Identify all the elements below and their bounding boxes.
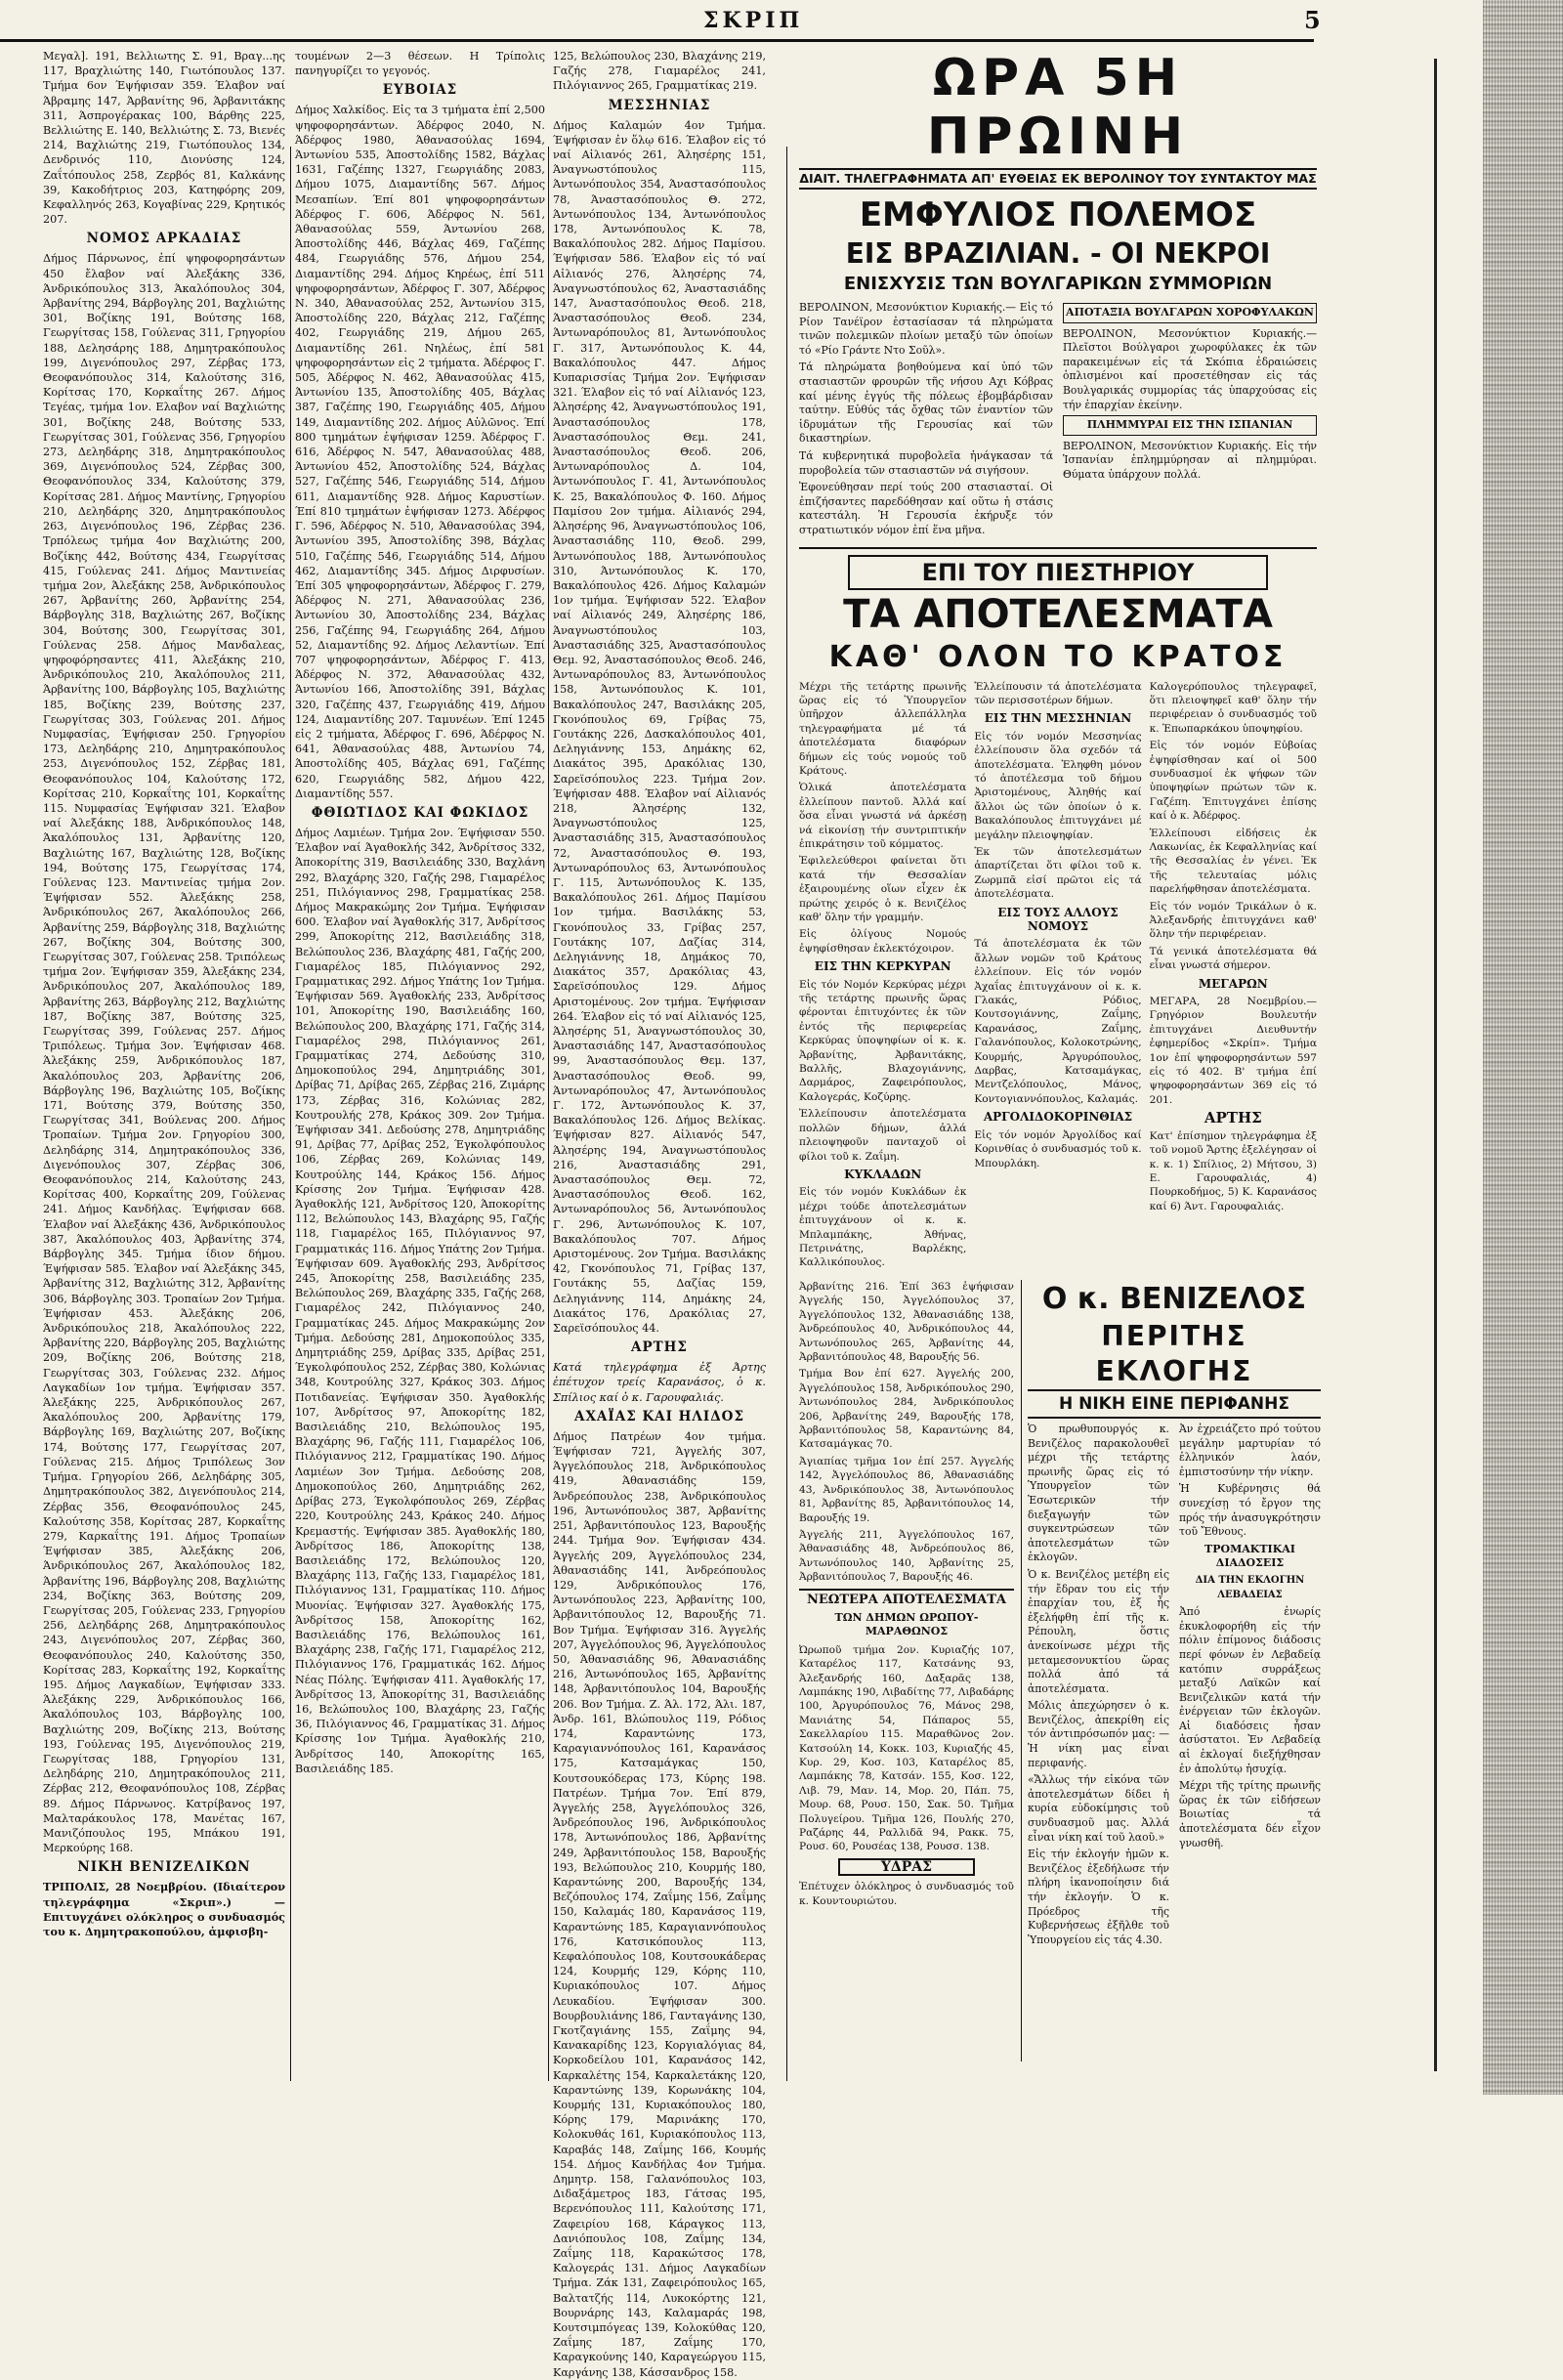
brazil-p1: ΒΕΡΟΛΙΝΟΝ, Μεσονύκτιον Κυριακής.— Εἰς τό Ρίον Τανέϊρον ἐστασίασαν τά πληρώματα τινῶν πολεμικῶν πλοίων μεταξύ τῶν ὁποίων τό «Ρίο Γράντε Ντο Σοῦλ». — [799, 301, 1053, 357]
venizelos-p3: Μόλις ἀπεχώρησεν ὁ κ. Βενιζέλος, ἀπεκρίθη εἰς τόν ἀντιπρόσωπόν μας: — Ἡ νίκη μας εἶναι περιφανής. — [1028, 1699, 1169, 1769]
venizelos-q3: Ἀπό ἐνωρίς ἐκυκλοφορήθη εἰς τήν πόλιν ἐπίμονος διάδοσις περί φόνων ἐν Λεβαδείᾳ κατόπιν συρράξεως μεταξύ Λαϊκῶν καί Βενιζελικῶν κατά τήν ἐνέργειαν τῶν ἐκλογῶν. Αἱ διαδόσεις ἦσαν ἀσύστατοι. Ἐν Λεβαδείᾳ αἱ ἐκλογαί διεξήχθησαν ἐν ἀπολύτῳ ἡσυχίᾳ. — [1179, 1605, 1321, 1775]
venizelos-story — [1028, 1280, 1321, 1950]
column-2 — [295, 49, 545, 2091]
venizelos-q1: Ἀν ἐχρειάζετο πρό τούτου μεγάλην μαρτυρίαν τό ἐλληνικόν λαόν, ἐμπιστοσύνην τήν νίκην. — [1179, 1423, 1321, 1478]
spain-box-heading: ΠΛΗΜΜΥΡΑΙ ΕΙΣ ΤΗΝ ΙΣΠΑΝΙΑΝ — [1063, 415, 1317, 436]
scan-edge-strip — [1483, 0, 1563, 2095]
results-a5: Εἰς τόν Νομόν Κερκύρας μέχρι τῆς τετάρτης πρωινῆς ὥρας φέρονται ἐπιτυχόντες ἐκ τῶν ἐντός τῆς περιφερείας Κερκύρας ὑποψηφίων οἱ κ. κ. Ἀρβανίτης, Ἀρβανιτάκης, Βαλλῆς, Βλαχογιάννης, Δαρμάρος, Ζαφειρόπουλος, Καλογεράς, Κοζύρης. — [799, 978, 967, 1103]
subheading-levadeia: ΔΙΑ ΤΗΝ ΕΚΛΟΓΗΝ ΛΕΒΑΔΕΙΑΣ — [1195, 1574, 1305, 1600]
headline-civil-war: ΕΜΦΥΛΙΟΣ ΠΟΛΕΜΟΣ — [859, 195, 1257, 234]
results-b4: Τά ἀποτελέσματα ἐκ τῶν ἄλλων νομῶν τοῦ Κράτους ἐλλείπουν. Εἰς τόν νομόν Ἀχαΐας ἐπιτυγχάνουν οἱ κ. κ. Γλακάς, Ρόδιος, Κουτσογιάννης, Ζαΐμης, Καρανάσος, Ζαΐμης, Γαλανόπουλος, Κολοκοτρώνης, Κουρμής, Ἀργυρόπουλος, Δαρβας, Κατσαμάγκας, Μεντζελόπουλος, Μάνος, Κοντογιαννόπουλος, Καλαμάς. — [974, 938, 1142, 1105]
col1-text: Δήμος Πάρνωνος, ἐπί ψηφοφορησάντων 450 ἔλαβον ναί Άλεξάκης 336, Άνδρικόπουλος 313, Άκαλόπουλος 304, Άρβανίτης 294, Βάρβογλης 201, Βαχλιώτης 301, Βοζίκης 191, Βούτσης 168, Γεωργίτσας 158, Γούλενας 311, Γρηγορίου 188, Δελησάρης 188, Δημητρακόπουλος 199, Διγενόπουλος 297, Ζέρβας 173, Θεοφανόπουλος 314, Καλούτσης 316, Κορίτσας 170, Κορκαΐτης 267. Δήμος Τεγέας, τμήμα 1ον. Ελαβον ναί Βαχλιώτης 301, Βοζίκης 248, Βούτσης 533, Γεωργίτσας 301, Γούλενας 356, Γρηγορίου 273, Δεληδάρης 318, Δημητρακόπουλος 369, Διγενόπουλος 524, Ζέρβας 300, Θεοφανόπουλος 334, Καλούτσης 379, Κορίτσας 281. Δήμος Μαντίνης, Γρηγορίου 210, Δεληδάρης 320, Δημητρακόπουλος 263, Διγενόπουλος 196, Ζέρβας 236. Τρπόλεως τμήμα 4ον Βαχλιώτης 200, Βοζίκης 442, Βούτσης 434, Γεωργίτσας 415, Γούλενας 241. Δήμος Μαντινείας τμήμα 2ον, Άλεξάκης 258, Άνδρικόπουλος 267, Άρβανίτης 260, Άρβανίτης 254, Βάρβογλης 318, Βαχλιώτης 267, Βοζίκης 304, Βούτσης 300, Γεωργίτσας 301, Γούλενας 258. Δήμος Μανδαλεας, ψηφοφόρησαντες 411, Άλεξάκης 210, Άνδρικόπουλος 210, Άκαλόπουλος 211, Άρβανίτης 100, Βάρβογλης 105, Βαχλιώτης 185, Βοζίκης 239, Βούτσης 237, Γεωργίτσας 303, Γούλενας 201. Δήμος Νυμφασίας, Έψήφισαν 250. Γρηγορίου 173, Δεληδάρης 210, Δημητρακόπουλος 253, Διγενόπουλος 152, Ζέρβας 181, Θεοφανόπουλος 104, Καλούτσης 172, Κορίτσας 210, Κορκαΐτης 101, Κορκαΐτης 115. Νυμφασίας Έψήφισαν 321. Έλαβον ναί Άλεξάκης 188, Άνδρικόπουλος 148, Άκαλόπουλος 131, Άρβανίτης 120, Βαχλιώτης 167, Βαχλιώτης 128, Βοζίκης 194, Βούτσης 175, Γεωργίτσας 174, Γούλενας 123. Μαντινείας τμήμα 2ον. Έψήφισαν 552. Άλεξάκης 258, Άνδρικόπουλος 267, Άκαλόπουλος 266, Άρβανίτης 259, Βάρβογλης 318, Βαχλιώτης 267, Βοζίκης 304, Βούτσης 300, Γεωργίτσας 307, Γούλενας 258. Τριπόλεως τμήμα 2ον. Έψήφισαν 359, Άλεξάκης 234, Άνδρικόπουλος 207, Άκαλόπουλος 189, Άρβανίτης 263, Βάρβογλης 212, Βαχλιώτης 187, Βοζίκης 387, Βούτσης 325, Γεωργίτσας 399, Γούλενας 257. Δήμος Τριπόλεως. Τμήμα 3ον. Έψήφισαν 468. Άλεξάκης 259, Άνδρικόπουλος 187, Άκαλόπουλος 203, Άρβανίτης 206, Βάρβογλης 196, Βαχλιώτης 105, Βοζίκης 171, Βούτσης 379, Βούτσης 350, Γεωργίτσας 341, Βούλενας 200. Δήμος Τροπαίων. Τμήμα 2ον. Γρηγορίου 300, Δεληδάρης 314, Δημητρακόπουλος 336, Διγενόπουλος 307, Ζέρβας 306, Θεοφανόπουλος 214, Καλούτσης 243, Κορίτσας 400, Κορκαΐτης 209, Γούλενας 241. Δήμος Κανδήλας. Έψήφισαν 668. Έλαβον ναί Άλεξάκης 436, Άνδρικόπουλος 387, Άκαλόπουλος 403, Άρβανίτης 374, Βάρβογλης 345. Τμήμα ίδιον δήμου. Έψήφισαν 585. Έλαβον ναί Άλεξάκης 345, Άρβανίτης 312, Βαχλιώτης 312, Άρβανίτης 306, Βάρβογλης 303. Τροπαίων 2ον Τμήμα. Έψήφισαν 453. Άλεξάκης 206, Άνδρικόπουλος 218, Άκαλόπουλος 222, Άρβανίτης 220, Βάρβογλης 205, Βαχλιώτης 209, Βοζίκης 206, Βούτσης 218, Γεωργίτσας 303, Γούλενας 232. Δήμος Λαγκαδίων 1ον τμήμα. Έψήφισαν 357. Άλεξάκης 225, Άνδρικόπουλος 267, Άκαλόπουλος 200, Άρβανίτης 179, Βάρβογλης 169, Βαχλιώτης 207, Βοζίκης 174, Βούτσης 177, Γεωργίτσας 207, Γούλενας 215. Δήμος Τριπόλεως 3ον Τμήμα. Γρηγορίου 266, Δεληδάρης 305, Δημητρακόπουλος 382, Διγενόπουλος 214, Ζέρβας 356, Θεοφανόπουλος 245, Καλούτσης 358, Κορίτσας 287, Κορκαΐτης 279, Καρκαΐτης 191. Δήμος Τροπαίων Έψήφισαν 385, Άλεξάκης 206, Άνδρικόπουλος 267, Άκαλόπουλος 182, Άρβανίτης 196, Βάρβογλης 208, Βαχλιώτης 234, Βοζίκης 363, Βούτσης 209, Γεωργίτσας 205, Γούλενας 233, Γρηγορίου 256, Δεληδάρης 268, Δημητρακόπουλος 243, Διγενόπουλος 207, Ζέρβας 360, Θεοφανόπουλος 240, Καλούτσης 350, Κορίτσας 283, Κορκαΐτης 192, Κορκαΐτης 195. Δήμος Λαγκαδίων, Έψήφισαν 333. Άλεξάκης 229, Άνδρικόπουλος 166, Άκαλόπουλος 103, Βάρβογλης 100, Βαχλιώτης 209, Βοζίκης 213, Βούτσης 193, Γούλενας 195, Διγενόπουλος 219, Γεωργίτσας 188, Γρηγορίου 131, Δεληδάρης 210, Δημητρακόπουλος 211, Ζέρβας 212, Θεοφανόπουλος 108, Ζέρβας 89. Δήμος Πάρνωνος. Κατρίβανος 197, Μαλταράκουλος 178, Μανέτας 167, Μανιζόπουλος 195, Μπάκου 191, Μερκούρης 168. — [43, 252, 285, 1855]
page-number: 5 — [1304, 6, 1321, 34]
column-rule — [548, 147, 549, 2081]
page-fold-shadow — [1434, 59, 1437, 2071]
col1-lead: Μεγαλ]. 191, Βελλιωτης Σ. 91, Βραγ...ης 117, Βραχλιώτης 140, Γιωτόπουλος 137. Τμήμα 6ον Έψήφισαν 359. Έλαβον ναί Άβραμης 147, Άρβανίτης 96, Άρβανιτάκης 311, Άσπρογέρακας 100, Βάρθης 225, Βελλιώτης Ε. 140, Βελλιώτης Σ. 73, Βιενές 214, Βαχλιώτης 219, Γιωτόπουλος 134, Δενδρινός 110, Διονύσης 124, Ζαΐτόπουλος 258, Ζερβός 81, Καλκάνης 39, Κακοδήτριος 203, Κατηφόρης 209, Κεφαλληνός 263, Κογαβίνας 229, Κρητικός 207. — [43, 50, 285, 227]
heading-argolis: ΑΡΓΟΛΙΔΟΚΟΡΙΝΘΙΑΣ — [983, 1110, 1133, 1125]
brazil-p2: Τά πληρώματα βοηθούμενα καί ὑπό τῶν στασιαστῶν φρουρῶν τῆς νήσου Αχι Κόβρας καί μένης ἐγγύς τῆς πόλεως ἐβομβάρδισαν ταύτην. Εὐθύς τάς ὄχθας τῶν ἐναντίον τῶν ἱδρυμάτων τῆς Γερουσίας καί τῶν δικαστηρίων. — [799, 361, 1053, 446]
results-a7: Εἰς τόν νομόν Κυκλάδων ἐκ μέχρι τούδε ἀποτελεσμάτων ἐπιτυγχάνουν οἱ κ. κ. Μπλαμπάκης, Ἀθήνας, Πετρινάτης, Βαρλέκης, Καλλικόπουλος. — [799, 1186, 967, 1269]
results-c2: Εἰς τόν νομόν Εὐβοίας ἐψηφίσθησαν καί οἱ 500 συνδυασμοί ἐκ ψήφων τῶν ὑποψηφίων πρώτων τῶν κ. Γαζέπη. Ἐπιτυγχάνει ἐπίσης καί ὁ κ. Ἀδέρφος. — [1149, 740, 1317, 823]
col2-heading-evoia: ΕΥΒΟΙΑΣ — [382, 82, 458, 99]
headline-whole-state: ΚΑΘ' ΟΛΟΝ ΤΟ ΚΡΑΤΟΣ — [828, 639, 1288, 674]
col3-italic: Κατά τηλεγράφημα ἐξ Άρτης ἐπέτυχον τρείς Καρανάσος, ὁ κ. Σπίλιος καί ὁ κ. Γαρουφαλιάς. — [553, 1361, 766, 1404]
results-c5: Τά γενικά ἀποτελέσματα θά εἶναι γνωστά σήμερον. — [1149, 945, 1317, 972]
mid-p5: Ὠρωποῦ τμήμα 2ον. Κυριαζής 107, Καταρέλος 117, Κατσάνης 93, Ἀλεξανδρής 160, Δαξαρᾶς 138, Λαμπάκης 190, Λιβαδίτης 77, Λιβαδάρης 100, Ἀργυρόπουλος 76, Μάνος 298, Μανιάτης 54, Πάπαρος 55, Σακελλαρίου 115. Μαραθῶνος 2ον. Κατσούλη 14, Κοκκ. 103, Κυριαζής 45, Κυρ. 29, Κοσ. 103, Καταρέλος 85, Λαμπάκης 78, Κατσάν. 155, Κοσ. 122, Λιβ. 79, Μαν. 14, Μορ. 20, Πάπ. 75, Μουρ. 68, Ρουσ. 150, Σακ. 50. Τμῆμα Πολυγείρου. Τμῆμα 126, Πουλής 270, Ραζάρης 44, Ραλλιδᾶ 94, Ρακκ. 75, Ρουσ. 60, Ρουσέας 138, Ρουσσ. 138. — [799, 1643, 1014, 1853]
results-a1: Μέχρι τῆς τετάρτης πρωινῆς ὥρας εἰς τό Ὑπουργεῖον ὑπῆρχον ἀλλεπάλληλα τηλεγραφήματα μέ τά ἀποτελέσματα διαφόρων δήμων εἰς τούς νομούς τοῦ Κράτους. — [799, 680, 967, 777]
col2-text2: Δήμος Λαμιέων. Τμήμα 2ον. Έψήφισαν 550. Έλαβον ναί Άγαθοκλής 342, Άνδρίτσος 332, Άποκορίτης 319, Βασιλειάδης 330, Βαχλάνη 292, Βλαχάρης 320, Γαζής 298, Γιαμαρέλος 251, Πιλόγιαννος 298, Γραμματίκας 258. Δήμος Μακρακώμης 2ον Τμήμα. Έψήφισαν 600. Έλαβον ναί Άγαθοκλής 317, Άνδρίτσος 299, Άποκορίτης 212, Βασιλειάδης 318, Βελώπουλος 236, Βλαχάρης 481, Γαζής 200, Γιαμαρέλος 185, Πιλόγιαννος 292, Γραμματικας 292. Δήμος Υπάτης 1ον Τμήμα. Έψήφισαν 569. Άγαθοκλής 233, Άνδρίτσος 101, Άποκορίτης 190, Βασιλειάδης 160, Βελώπουλος 200, Βλαχάρης 171, Γαζής 314, Γιαμαρέλος 298, Πιλόγιαννος 261, Γραμματίκας 274, Δεδούσης 310, Δημοκοπούλος 294, Δημητριάδης 301, Δρίβας 71, Δρίβας 265, Ζέρβας 216, Ζιμάρης 173, Ζέρβας 316, Κολώνιας 282, Κουτρουλής 278, Κράκος 309. 2ον Τμήμα. Έψήφισαν 341. Δεδούσης 278, Δημητριάδης 91, Δρίβας 77, Δρίβας 252, Έγκολφόπουλος 106, Ζέρβας 269, Κολώνιας 149, Κουτρούλης 144, Κράκος 156. Δήμος Κρίσσης 2ον Τμήμα. Έψήφισαν 428. Άγαθοκλής 121, Άνδρίτσος 120, Άποκορίτης 112, Βελώπουλος 143, Βλαχάρης 95, Γαζής 118, Γιαμαρέλος 165, Πιλόγιαννος 97, Γραμματικάς 116. Δήμος Υπάτης 2ον Τμήμα. Έψήφισαν 609. Άγαθοκλής 293, Άνδρίτσος 245, Άποκορίτης 258, Βασιλειάδης 235, Βελώπουλος 269, Βλαχάρης 335, Γαζής 268, Γιαμαρέλος 242, Πιλόγιαννος 240, Γραμματίκας 245. Δήμος Μακρακώμης 2ον Τμήμα. Δεδούσης 281, Δημοκοπούλος 335, Δημητριάδης 259, Δρίβας 335, Δρίβας 251, Έγκολφόπουλος 252, Ζέρβας 380, Κολώνιας 348, Κουτρούλης 327, Κράκος 303. Δήμος Ποτιδανείας. Έψήφισαν 350. Άγαθοκλής 107, Άνδρίτσος 97, Άποκορίτης 182, Βασιλειάδης 210, Βελώπουλος 195, Βλαχάρης 96, Γαζής 111, Γιαμαρέλος 106, Πιλόγιαννος 212, Γραμματίκας 190. Δήμος Λαμιέων 3ον Τμήμα. Δεδούσης 208, Δημοκοπούλος 260, Δημητριάδης 262, Δρίβας 273, Έγκολφόπουλος 269, Ζέρβας 220, Κουτρούλης 243, Κράκος 240. Δήμος Κρεμαστής. Έψήφισαν 385. Άγαθοκλής 180, Άνδρίτσος 186, Άποκορίτης 138, Βασιλειάδης 172, Βελώπουλος 120, Βλαχάρης 113, Γαζής 133, Γιαμαρέλος 181, Πιλόγιαννος 131, Γραμματίκας 110. Δήμος Μυονίας. Έψήφισαν 327. Άγαθοκλής 175, Άνδρίτσος 158, Άποκορίτης 162, Βασιλειάδης 176, Βελώπουλος 161, Βλαχάρης 238, Γαζής 171, Γιαμαρέλος 212, Πιλόγιαννος 176, Γραμματικάς 162. Δήμος Νέας Πόλης. Έψήφισαν 411. Άγαθοκλής 17, Άνδρίτσος 13, Άποκορίτης 31, Βασιλειάδης 16, Βελώπουλος 100, Βλαχάρης 23, Γαζής 36, Πιλόγιαννος 46, Γραμματίκας 31. Δήμος Κρίσσης 1ον Τμήμα. Άγαθοκλής 210, Άνδρίτσος 140, Άποκορίτης 165, Βασιλειάδης 185. — [295, 826, 545, 1775]
results-c1: Καλογερόπουλος τηλεγραφεῖ, ὅτι πλειοψηφεῖ καθ' ὅλην τήν περιφέρειαν ὁ συνδυασμός τοῦ κ. Ἐπωπαρκάκου ὑποψηφίου. — [1149, 680, 1317, 735]
bulgar-p1: ΒΕΡΟΛΙΝΟΝ, Μεσονύκτιον Κυριακής.— Πλεῖστοι Βούλγαροι χωροφύλακες ἐκ τῶν παρακειμένων εἰς τά Σκόπια ἐδραιώσεις ὁπλισμένοι καί προσετέθησαν εἰς τάς Βουλγαρικάς συμμορίας τάς ὑπαρχούσας εἰς τήν ἐπαρχίαν ἐκείνην. — [1063, 326, 1317, 411]
results-b3: Ἐκ τῶν ἀποτελεσμάτων ἀπαρτίζεται ὅτι φίλοι τοῦ κ. Ζωρμπᾶ εἰσί πρῶτοι εἰς τά ἀποτελέσματα. — [974, 845, 1142, 901]
results-a2: Ὁλικά ἀποτελέσματα ἐλλείπουν παντοῦ. Ἀλλά καί ὅσα εἶναι γνωστά νά ἀρκέσῃ νά εἰκονίσῃ τήν συντριπτικήν ἐπικράτησιν τοῦ κόμματος. — [799, 782, 967, 850]
column-rule — [290, 147, 291, 2081]
venizelos-q2: Ἡ Κυβέρνησις θά συνεχίσῃ τό ἔργον της πρός τήν ἀνασυγκρότησιν τοῦ Ἔθνους. — [1179, 1482, 1321, 1539]
results-col-c — [1150, 680, 1317, 1270]
masthead-rule — [0, 39, 1314, 42]
mid-p6: Ἐπέτυχεν ὁλόκληρος ὁ συνδυασμός τοῦ κ. Κουντουριώτου. — [799, 1881, 1014, 1907]
col3-text: Δήμος Καλαμών 4ον Τμήμα. Έψήφισαν ἐν ὅλῳ 616. Έλαβον εἰς τό ναί Αἰλιανός 261, Άλησέρης 151, Άναγνωστόπουλος 115, Άντωνόπουλος 354, Άναστασόπουλος 78, Άναστασόπουλος Θ. 272, Άντωνόπουλος 134, Άντωνόπουλος 178, Άντωνόπουλος Κ. 78, Βακαλόπουλος 282. Δήμος Παμίσου. Έψήφισαν 586. Έλαβον εἰς τό ναί Αἰλιανός 276, Άλησέρης 74, Άναγνωστόπουλος 62, Άναστασιάδης 147, Άναστασόπουλος Θεοδ. 218, Άναστασόπουλος Θεοδ. 234, Άντωναρόπουλος 81, Άντωνόπουλος Γ. 317, Άντωνόπουλος Κ. 44, Βακαλόπουλος 447. Δήμος Κυπαρισσίας Τμήμα 2ον. Έψήφισαν 321. Έλαβον εἰς τό ναί Αἰλιανός 123, Άλησέρης 42, Άναγνωστόπουλος 191, Άναστασόπουλος 178, Άναστασόπουλος Θεμ. 241, Άναστασόπουλος Θεοδ. 206, Άντωναρόπουλος Δ. 104, Άντωνόπουλος Γ. 41, Άντωνόπουλος Κ. 25, Βακαλόπουλος Φ. 160. Δήμος Παμίσου 2ον τμήμα. Αἰλιανός 294, Άλησέρης 96, Άναγνωστόπουλος 106, Άναστασιάδης 110, Θεοδ. 299, Άντωνόπουλος 188, Άντωνόπουλος 310, Άντωνόπουλος Κ. 170, Βακαλόπουλος 426. Δήμος Καλαμών 1ον τμήμα. Έψήφισαν 522. Έλαβον ναί Αἰλιανός 249, Άλησέρης 186, Άναγνωστόπουλος 103, Άναστασιάδης 325, Άναστασόπουλος Θεμ. 92, Άναστασόπουλος Θεοδ. 246, Άντωναρόπουλος 83, Άντωνόπουλος 158, Άντωνόπουλος Κ. 101, Βακαλόπουλος 247, Βασιλάκης 205, Γκονόπουλος 69, Γρίβας 75, Γουτάκης 226, Δασκαλόπουλος 401, Δεληγιάννης 153, Δημάκης 62, Διακάτος 395, Δρακόλιας 130, Σαρεϊσόπουλος 223. Τμήμα 2ον. Έψήφισαν 488. Έλαβον ναί Αἰλιανός 218, Άλησέρης 132, Άναγνωστόπουλος 125, Άναστασιάδης 315, Άναστασόπουλος 72, Άναστασόπουλος Θ. 193, Άντωναρόπουλος 63, Άντωνόπουλος Γ. 115, Άντωνόπουλος Κ. 135, Βακαλόπουλος 261. Δήμος Παμίσου 1ον τμήμα. Βασιλάκης 53, Γκονόπουλος 33, Γρίβας 257, Γουτάκης 107, Δαζίας 314, Δεληγιάννης 18, Δημάκος 70, Διακάτος 357, Δρακόλιας 43, Σαρεϊσόπουλος 129. Δήμος Αριστομένους. 2ον τμήμα. Έψήφισαν 264. Έλαβον εἰς τό ναί Αἰλιανός 125, Άλησέρης 51, Άναγνωστόπουλος 30, Άναστασιάδης 147, Άναστασόπουλος 99, Άναστασόπουλος Θεμ. 137, Άναστασόπουλος Θεοδ. 99, Άντωναρόπουλος 47, Άντωνόπουλος Γ. 172, Άντωνόπουλος Κ. 37, Βακαλόπουλος 126. Δήμος Βελίκας. Έψήφισαν 827. Αἰλιανός 547, Άλησέρης 194, Άναγνωστόπουλος 216, Άναστασιάδης 291, Άναστασόπουλος Θεμ. 72, Άναστασόπουλος Θεοδ. 162, Άντωναρόπουλος 56, Άντωνόπουλος Γ. 296, Άντωνόπουλος Κ. 107, Βακαλόπουλος 707. Δήμος Αριστομένους. 2ον Τμήμα. Βασιλάκης 42, Γκονόπουλος 71, Γρίβας 137, Γουτάκης 55, Δαζίας 159, Δεληγιάννης 114, Δημάκης 24, Διακάτος 176, Δρακόλιας 27, Σαρεϊσόπουλος 44. — [553, 118, 766, 1336]
headline-election: ΠΕΡΙΤΗΣ ΕΚΛΟΓΗΣ — [1095, 1320, 1253, 1387]
headline-press: ΕΠΙ ΤΟΥ ΠΙΕΣΤΗΡΙΟΥ — [848, 555, 1268, 590]
heading-hydra: ΥΔΡΑΣ — [838, 1858, 975, 1876]
results-c3: Ἐλλείπουσι εἰδήσεις ἐκ Λακωνίας, ἐκ Κεφαλληνίας καί τῆς Θεσσαλίας ἐν γένει. Ἐκ τῆς τελευταίας μόλις παρελήφθησαν ἀποτελέσματα. — [1149, 827, 1317, 896]
results-c6: ΜΕΓΑΡΑ, 28 Νοεμβρίου.—Γρηγόριον Βουλευτήν ἐπιτυγχάνει Διευθυντήν ἐφημερίδος «Σκρίπ». Τμήμα 1ον ἐπί ψηφοφορησάντων 597 εἰς τό 402. Β' τμήμα ἐπί ψηφοφορησάντων 369 εἰς τό 201. — [1149, 996, 1317, 1106]
brazil-bulgar-columns — [799, 301, 1317, 541]
col2-heading-fthiotis: ΦΘΙΩΤΙΔΟΣ ΚΑΙ ΦΩΚΙΔΟΣ — [311, 804, 529, 821]
column-rule — [786, 147, 787, 2081]
mid-p4: Ἀγγελής 211, Ἀγγελόπουλος 167, Ἀθανασιάδης 48, Ἀνδρεόπουλος 86, Ἀντωνόπουλος 140, Ἀρβανίτης 25, Ἀρβανιτόπουλος 7, Βαρουξής 46. — [799, 1528, 1014, 1584]
column-1 — [43, 49, 285, 2091]
heading-rumours: ΤΡΟΜΑΚΤΙΚΑΙ ΔΙΑΔΟΣΕΙΣ — [1204, 1542, 1295, 1570]
venizelos-col-b — [1179, 1423, 1321, 1950]
brazil-p4: Ἐφονεύθησαν περί τούς 200 στασιασταί. Οἱ ἐπιζήσαντες παρεδόθησαν καί οὕτω ἡ στάσις κατεστάλη. Ἡ Γερουσία ἐκήρυξε τόν στρατιωτικόν νόμον ἐπί ἕνα μῆνα. — [799, 481, 1053, 536]
column-rule — [1021, 1280, 1022, 2061]
column-3 — [553, 49, 766, 2379]
heading-other: ΕΙΣ ΤΟΥΣ ΑΛΛΟΥΣ ΝΟΜΟΥΣ — [997, 905, 1119, 933]
spain-p: ΒΕΡΟΛΙΝΟΝ, Μεσονύκτιον Κυριακής. Εἰς τήν Ἱσπανίαν ἐπλημμύρησαν αἱ πλημμύραι. Θύματα ὑπάρχουν πολλά. — [1063, 439, 1317, 481]
results-c4: Εἰς τόν νομόν Τρικάλων ὁ κ. Ἀλεξανδρής ἐπιτυγχάνει καθ' ὅλην τήν περιφέρειαν. — [1149, 900, 1317, 941]
heading-arta-right: ΑΡΤΗΣ — [1204, 1109, 1262, 1127]
heading-megara: ΜΕΓΑΡΩΝ — [1198, 976, 1268, 991]
results-a3: Ἐφιλελεύθεροι φαίνεται ὅτι κατά τήν Θεσσαλίαν ἐξαιρουμένης οἵων εἶχεν ἐκ πρώτης χειρός ὁ κ. Βενιζέλος καθ' ὅλην τήν γραμμήν. — [799, 855, 967, 923]
headline-venizelos: Ο κ. ΒΕΝΙΖΕΛΟΣ — [1041, 1282, 1307, 1316]
heading-new-results: ΝΕΩΤΕΡΑ ΑΠΟΤΕΛΕΣΜΑΤΑ — [799, 1589, 1014, 1607]
results-columns — [799, 680, 1317, 1270]
col1-heading-niki: ΝΙΚΗ ΒΕΝΙΖΕΛΙΚΩΝ — [77, 1859, 251, 1876]
results-b5: Εἰς τόν νομόν Ἀργολίδος καί Κορινθίας ὁ συνδυασμός τοῦ κ. Μπουρλάκη. — [974, 1128, 1142, 1169]
col1-tail: ΤΡΙΠΟΛΙΣ, 28 Νοεμβρίου. (Ιδιαίτερον τηλεγράφημα «Σκριπ».) — Επιτυγχάνει ολόκληρος ο συνδυασμός του κ. Δημητρακοπούλου, ἀμφισβη- — [43, 1880, 285, 1938]
mid-p2: Τμήμα Βον ἐπί 627. Ἀγγελής 200, Ἀγγελόπουλος 158, Ἀνδρικόπουλος 290, Ἀντωνόπουλος 284, Ἀνδρικόπουλος 206, Ἀρβανίτης 249, Βαρουξής 178, Ἀρβανιτόπουλος 58, Καραντώνης 84, Κατσαμάγκας 70. — [799, 1368, 1014, 1451]
results-a4: Εἰς ὀλίγους Νομούς ἐψηφίσθησαν ἐκλεκτόχοιρον. — [799, 928, 967, 955]
bulgar-story — [1063, 301, 1317, 541]
col3-heading-arta: ΑΡΤΗΣ — [631, 1339, 688, 1356]
bulgar-box-heading: ΑΠΟΤΑΞΙΑ ΒΟΥΛΓΑΡΩΝ ΧΟΡΟΦΥΛΑΚΩΝ — [1063, 303, 1317, 323]
venizelos-columns — [1028, 1423, 1321, 1950]
subheading-oropos: ΤΩΝ ΔΗΜΩΝ ΩΡΩΠΟΥ-ΜΑΡΑΘΩΝΟΣ — [834, 1610, 979, 1638]
venizelos-col-a — [1028, 1423, 1169, 1950]
col2-text: Δήμος Χαλκίδος. Εἰς τα 3 τμήματα ἐπί 2,500 ψηφοφορησάντων. Άδέρφος 2040, Ν. Άδέρφος 1980, Άθανασούλας 1694, Άντωνίου 535, Άποστολίδης 1582, Βάχλας 1631, Γαζέπης 1327, Γεωργιάδης 2083, Δήμου 1075, Διαμαντίδης 567. Δήμος Μεσαπίων. Έπί 801 ψηφοφορησάντων Άδέρφος Γ. 606, Άδέρφος Ν. 561, Άθανασούλας 559, Άντωνίου 268, Άποστολίδης 446, Βάχλας 469, Γαζέπης 484, Γεωργιάδης 576, Δήμου 254, Διαμαντίδης 294. Δήμος Κηρέως, ἐπί 511 ψηφοφορησάντων, Άδέρφος Γ. 307, Άδέρφος Ν. 340, Άθανασούλας 252, Άντωνίου 315, Άποστολίδης 220, Βάχλας 212, Γαζέπης 402, Γεωργιάδης 219, Δήμου 265, Διαμαντίδης 261. Νηλέως, ἐπί 581 ψηφοφορησάντων εἰς 2 τμήματα. Άδέρφος Γ. 505, Άδέρφος Ν. 462, Άθανασούλας 415, Άντωνίου 135, Άποστολίδης 405, Βάχλας 387, Γαζέπης 190, Γεωργιάδης 405, Δήμου 149, Διαμαντίδης 202. Δήμος Αὐλῶνος. Έπί 800 τμημάτων ἐψήφισαν 1259. Άδέρφος Γ. 616, Άδέρφος Ν. 547, Άθανασούλας 488, Άντωνίου 452, Άποστολίδης 524, Βάχλας 527, Γαζέπης 546, Γεωργιάδης 514, Δήμου 611, Διαμαντίδης 928. Δήμος Καρυστίων. Έπί 810 τμημάτων ἐψήφισαν 1273. Άδέρφος Γ. 596, Άδέρφος Ν. 510, Άθανασούλας 394, Άντωνίου 395, Άποστολίδης 398, Βάχλας 510, Γαζέπης 546, Γεωργιάδης 514, Δήμου 462, Διαμαντίδης 345. Δήμος Διρφυσίων. Έπί 305 ψηφοφορησάντων, Άδέρφος Γ. 279, Άδέρφος Ν. 271, Άθανασούλας 236, Άντωνίου 30, Άποστολίδης 234, Βάχλας 256, Γαζέπης 94, Γεωργιάδης 264, Δήμου 52, Διαμαντίδης 92. Δήμος Λελαντίων. Έπί 707 ψηφοφορησάντων, Άδέρφος Γ. 413, Άδέρφος Ν. 372, Άθανασούλας 432, Άντωνίου 166, Άποστολίδης 391, Βάχλας 320, Γαζέπης 437, Γεωργιάδης 419, Δήμου 124, Διαμαντίδης 207. Ταμυνέων. Έπί 1245 εἰς 2 τμήματα, Άδέρφος Γ. 696, Άδέρφος Ν. 641, Άθανασούλας 488, Άντωνίου 74, Άποστολίδης 405, Βάχλας 691, Γαζέπης 620, Γεωργιάδης 582, Δήμου 422, Διαμαντίδης 557. — [295, 104, 545, 800]
col3-text3: Δήμος Πατρέων 4ον τμήμα. Έψήφισαν 721, Άγγελής 307, Άγγελόπουλος 218, Άνδρικόπουλος 419, Άθανασιάδης 159, Άνδρεόπουλος 238, Άνδρικόπουλος 196, Άντωνόπουλος 387, Άρβανίτης 251, Άρβανιτόπουλος 123, Βαρουξής 244. Τμήμα 9ον. Έψήφισαν 434. Άγγελής 209, Άγγελόπουλος 234, Άθανασιάδης 141, Άνδρεόπουλος 129, Άνδρικόπουλος 176, Άντωνόπουλος 223, Άρβανίτης 100, Άρβανιτόπουλος 12, Βαρουξής 71. Βον Τμήμα. Έψήφισαν 316. Άγγελής 207, Άγγελόπουλος 96, Άγγελόπουλος 50, Άθανασιάδης 96, Άθανασιάδης 216, Άντωνόπουλος 165, Άρβανίτης 148, Άρβανιτόπουλος 104, Βαρουξής 206. Βον Τμήμα. Ζ. Άλ. 172, Άλι. 187, Άνδρ. 161, Βλώπουλος 119, Ρόδιος 174, Καραντώνης 173, Καραγιαννόπουλος 161, Καρανάσος 175, Κατσαμάγκας 150, Κουτσουκόδερας 173, Κύρης 198. Πατρέων. Τμήμα 7ον. Έπί 879, Άγγελής 258, Άγγελόπουλος 326, Άνδρεόπουλος 196, Άνδρικόπουλος 178, Άντωνόπουλος 186, Άρβανίτης 249, Άρβανιτόπουλος 158, Βαρουξής 193, Βελώπουλος 210, Κουρμής 180, Καραντώνης 200, Βαρουξής 134, Βεζόπουλος 174, Ζαΐμης 156, Ζαΐμης 150, Καλαμάς 180, Καρανάσος 119, Καραντώνης 185, Καραγιαννόπουλος 176, Κατσικόπουλος 113, Κεφαλόπουλος 108, Κουτσουκάδερας 124, Κουρμής 129, Κόρης 110, Κυριακόπουλος 107. Δήμος Λευκαδίου. Έψήφισαν 300. Βουρβουλιάνης 186, Γανταγάνης 130, Γκοτζαγιάνης 155, Ζαΐμης 94, Κανακαρίδης 123, Κοργιαλόγιας 84, Κορκοδείλου 101, Καρανάσος 142, Καρκαλέτης 154, Καρκαλετάκης 120, Καραντώνης 139, Κορωνάκης 104, Κουρμής 131, Κυριακόπουλος 180, Κόρης 179, Μαρινάκης 170, Κολοκυθάς 161, Κυριακόπουλος 113, Καραβάς 148, Ζαΐμης 166, Κουμής 154. Δήμος Κανδήλας 4ον Τμήμα. Δημητρ. 158, Γαλανόπουλος 103, Διδαξάμετρος 183, Γάτσας 195, Βερενόπουλος 111, Καλούτσης 171, Ζαφειρίου 168, Κάραγκος 113, Δανιόπουλος 108, Ζαΐμης 134, Ζαΐμης 118, Καρακώτσος 178, Καλογεράς 131. Δήμος Λαγκαδίων Τμήμα. Ζάκ 131, Ζαφειρόπουλος 165, Βαλτατζής 114, Λυκοκόρτης 121, Βουρνάρης 143, Καλαμαράς 198, Κουτσιμπόγεας 139, Κολοκύθας 120, Ζαΐμης 187, Ζαΐμης 170, Καραγκούνης 140, Καραγεώργου 115, Καργάνης 138, Κάσσανδρος 158. — [553, 1429, 766, 2379]
section-rule — [799, 547, 1317, 549]
headline-brazil: ΕΙΣ ΒΡΑΖΙΛΙΑΝ. - ΟΙ ΝΕΚΡΟΙ — [845, 237, 1271, 270]
results-c7: Κατ' ἐπίσημον τηλεγράφημα ἐξ τοῦ νομοῦ Ἄρτης ἐξελέγησαν οἱ κ. κ. 1) Σπίλιος, 2) Μήτσου, 3) Ε. Γαρουφαλιάς, 4) Πουρκοδήμος, 5) Κ. Καρανάσος καί 6) Άντ. Γαρουφαλιάς. — [1149, 1129, 1317, 1212]
newspaper-title: ΣΚΡΙΠ — [703, 8, 804, 33]
results-col-a — [799, 680, 966, 1270]
mid-p1: Ἀρβανίτης 216. Ἐπί 363 ἐψήφισαν Ἀγγελής 150, Ἀγγελόπουλος 37, Ἀγγελόπουλος 132, Ἀθανασιάδης 138, Ἀνδρεόπουλος 40, Ἀνδρικόπουλος 44, Ἀντωνόπουλος 265, Ἀρβανίτης 44, Ἀρβανιτόπουλος 48, Βαρουξής 56. — [799, 1281, 1014, 1364]
venizelos-q4: Μέχρι τῆς τρίτης πρωινῆς ὥρας ἐκ τῶν εἰδήσεων Βοιωτίας τά ἀποτελέσματα δέν εἶχον γνωσθῆ. — [1179, 1779, 1321, 1849]
heading-messinia: ΕΙΣ ΤΗΝ ΜΕΣΣΗΝΙΑΝ — [984, 711, 1132, 726]
mid-p3: Ἀγιαπίας τμῆμα 1ον ἐπί 257. Ἀγγελής 142, Ἀγγελόπουλος 86, Ἀθανασιάδης 43, Ἀνδρικόπουλος 38, Ἀντωνόπουλος 81, Ἀρβανίτης 85, Ἀρβανιτόπουλος 14, Βαρουξής 19. — [799, 1455, 1014, 1524]
headline-results: ΤΑ ΑΠΟΤΕΛΕΣΜΑΤΑ — [843, 591, 1273, 637]
results-b2: Εἰς τόν νομόν Μεσσηνίας ἐλλείπουσιν ὅλα σχεδόν τά ἀποτελέσματα. Ἐληφθη μόνον τό ἀποτέλεσμα τοῦ δήμου Ἀριστομένους, Ἀληθής καί ἄλλοι ὡς τῶν ὁποίων ὁ κ. Βακαλόπουλος ἐπιτυγχάνει μέ μεγάλην πλειοψηφίαν. — [974, 730, 1142, 841]
venizelos-p5: Εἰς τήν ἐκλογήν ἡμῶν κ. Βενιζέλος ἐξεδήλωσε τήν πλήρη ἱκανοποίησιν διά τήν ἐκλογήν. Ὁ κ. Πρόεδρος τῆς Κυβερνήσεως ἐξῆλθε τοῦ Ὑπουργείου εἰς τάς 4.30. — [1028, 1848, 1169, 1946]
results-b1: Ἐλλείπουσιν τά ἀποτελέσματα τῶν περισσοτέρων δήμων. — [974, 680, 1142, 706]
col3-heading-achaia: ΑΧΑΪΑΣ ΚΑΙ ΗΛΙΔΟΣ — [573, 1408, 744, 1424]
col3-heading-messinia: ΜΕΣΣΗΝΙΑΣ — [608, 97, 711, 113]
heading-kerkyra: ΕΙΣ ΤΗΝ ΚΕΡΚΥΡΑΝ — [814, 959, 951, 974]
headline-5am: ΩΡΑ 5Η ΠΡΩΙΝΗ — [926, 49, 1190, 166]
berlin-news-block — [799, 49, 1317, 1270]
col2-lead: τουμένων 2—3 θέσεων. Η Τρίπολις πανηγυρίζει το γεγονός. — [295, 50, 545, 78]
headline-victory: Η ΝΙΚΗ ΕΙΝΕ ΠΕΡΙΦΑΝΗΣ — [1028, 1389, 1321, 1419]
results-col-b — [974, 680, 1141, 1270]
brazil-p3: Τά κυβερνητικά πυροβολεῖα ἠνάγκασαν τά πυροβολεία τῶν στασιαστῶν νά σιγήσουν. — [799, 448, 1053, 477]
headline-bulgarian-bands: ΕΝΙΣΧΥΣΙΣ ΤΩΝ ΒΟΥΛΓΑΡΙΚΩΝ ΣΥΜΜΟΡΙΩΝ — [843, 274, 1273, 294]
results-a6: Ἐλλείπουσιν ἀποτελέσματα πολλῶν δήμων, ἀλλά πλειοψηφοῦν πανταχοῦ οἱ φίλοι τοῦ κ. Ζαΐμη. — [799, 1108, 967, 1163]
venizelos-p1: Ὁ πρωθυπουργός κ. Βενιζέλος παρακολουθεῖ μέχρι τῆς τετάρτης πρωινῆς ὥρας εἰς τό Ὑπουργεῖον τῶν Ἐσωτερικῶν τήν διεξαγωγήν τῶν συγκεντρώσεων τῶν ἀποτελεσμάτων τῶν ἐκλογῶν. — [1028, 1423, 1169, 1564]
heading-kyklades: ΚΥΚΛΑΔΩΝ — [844, 1167, 922, 1181]
col3-lead: 125, Βελώπουλος 230, Βλαχάνης 219, Γαζής 278, Γιαμαρέλος 241, Πιλόγιαννος 265, Γραμματίκας 219. — [553, 50, 766, 93]
subhead-telegrams: ΔΙΑΙΤ. ΤΗΛΕΓΡΑΦΗΜΑΤΑ ΑΠ' ΕΥΘΕΙΑΣ ΕΚ ΒΕΡΟΛΙΝΟΥ ΤΟΥ ΣΥΝΤΑΚΤΟΥ ΜΑΣ — [799, 168, 1317, 190]
brazil-story — [799, 301, 1053, 541]
mid-results-column — [799, 1280, 1014, 1908]
venizelos-p4: «Ἄλλως τήν εἰκόνα τῶν ἀποτελεσμάτων δίδει ἡ κυρία εὐδοκίμησις τοῦ συνδυασμοῦ μας. Ἀλλά εἶναι νίκη καί τοῦ λαοῦ.» — [1028, 1773, 1169, 1844]
venizelos-p2: Ὁ κ. Βενιζέλος μετέβη εἰς τήν ἔδραν του εἰς τήν ἐπαρχίαν του, ἐξ ἧς ἐξελήφθη ἐπί τῆς κ. Ρέπουλη, ὅστις ἀνεκοίνωσε μέχρι τῆς μεταμεσονυκτίου ὥρας πολλά ἀπό τά ἀποτελέσματα. — [1028, 1567, 1169, 1695]
col1-heading-arkadia: ΝΟΜΟΣ ΑΡΚΑΔΙΑΣ — [86, 231, 242, 247]
